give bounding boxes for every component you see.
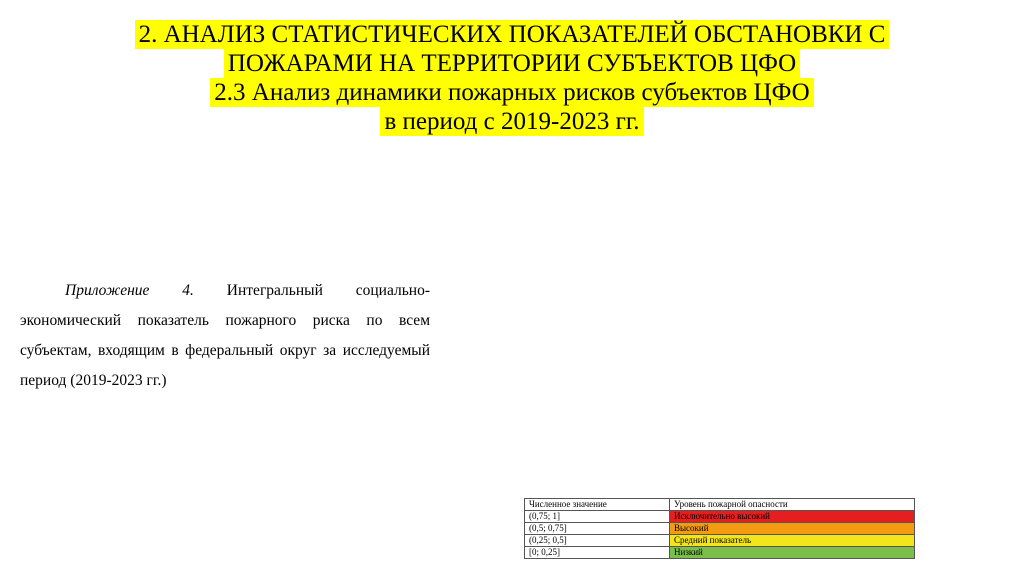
legend-value: [0; 0,25] (525, 547, 670, 559)
appendix-caption (20, 276, 430, 396)
legend-value: (0,75; 1] (525, 511, 670, 523)
slide-title (0, 20, 1024, 136)
legend-header-value: Численное значение (525, 499, 670, 511)
legend-level: Исключительно высокий (670, 511, 915, 523)
appendix-text: Интегральный социально-экономический показатель пожарного риска по всем субъектам, входящим в федеральный округ за исследуемый период (2019-2023 гг.) (20, 282, 430, 389)
legend-level: Низкий (670, 547, 915, 559)
title-line-2: ПОЖАРАМИ НА ТЕРРИТОРИИ СУБЪЕКТОВ ЦФО (224, 49, 800, 78)
legend-header-row (525, 499, 915, 511)
risk-legend-table (524, 498, 915, 559)
legend-row (525, 511, 915, 523)
appendix-label: Приложение 4. (65, 282, 194, 299)
legend-row (525, 523, 915, 535)
legend-level: Высокий (670, 523, 915, 535)
legend-value: (0,5; 0,75] (525, 523, 670, 535)
title-line-1: 2. АНАЛИЗ СТАТИСТИЧЕСКИХ ПОКАЗАТЕЛЕЙ ОБСТАНОВКИ С (135, 20, 890, 49)
legend-level: Средний показатель (670, 535, 915, 547)
legend-row (525, 547, 915, 559)
subtitle-line-2: в период с 2019-2023 гг. (380, 107, 643, 136)
legend-row (525, 535, 915, 547)
legend-header-level: Уровень пожарной опасности (670, 499, 915, 511)
legend-value: (0,25; 0,5] (525, 535, 670, 547)
subtitle-line-1: 2.3 Анализ динамики пожарных рисков субъектов ЦФО (210, 78, 813, 107)
